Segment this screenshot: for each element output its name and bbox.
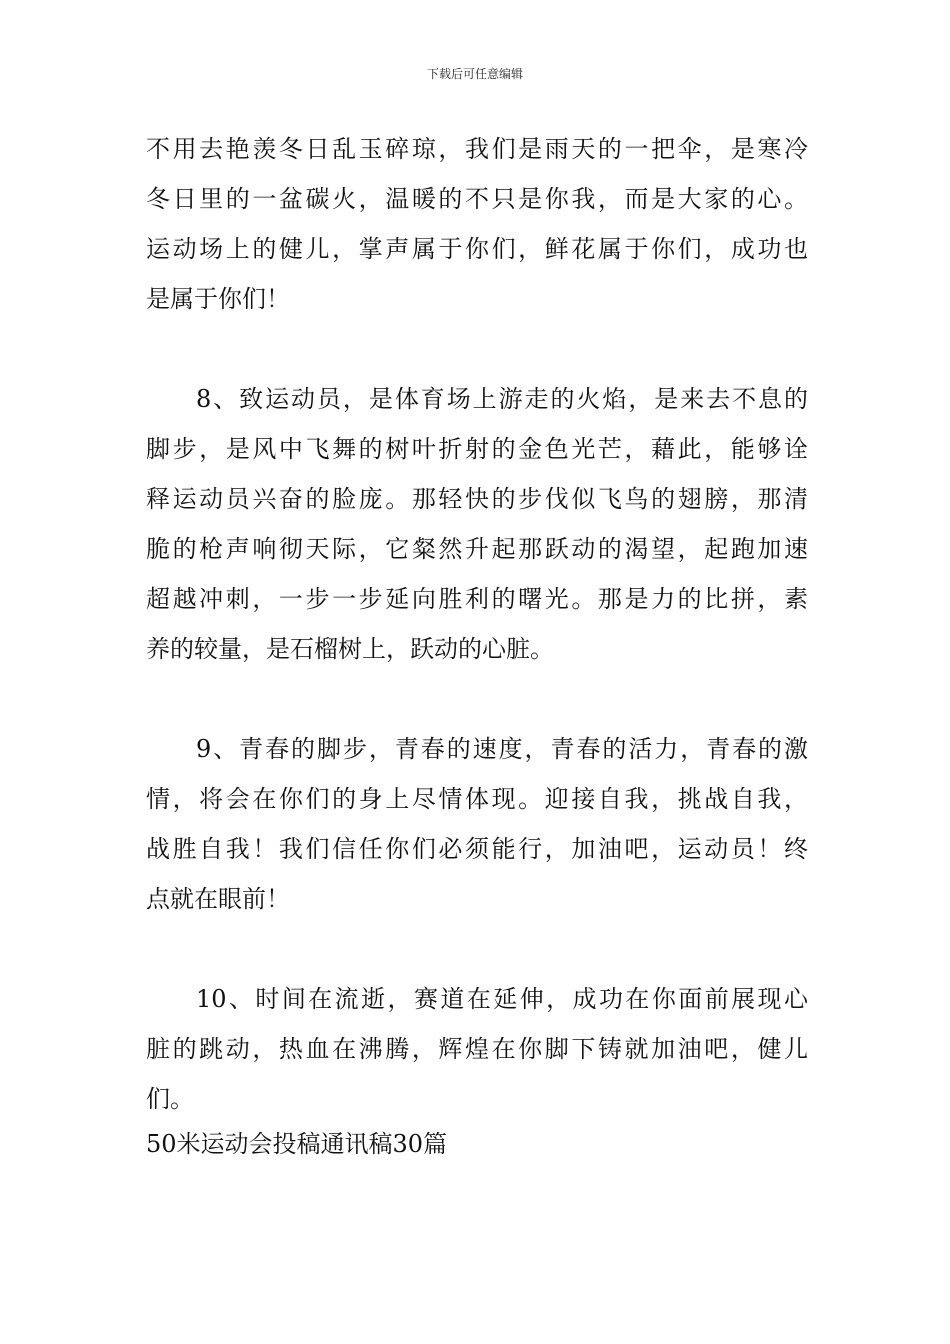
paragraph-line: 情，将会在你们的身上尽情体现。迎接自我，挑战自我， [146, 785, 808, 813]
paragraph-spacer [146, 324, 808, 374]
paragraph-spacer [146, 924, 808, 974]
paragraph-line: 是属于你们！ [146, 285, 290, 313]
paragraph-line: 运动场上的健儿，掌声属于你们，鲜花属于你们，成功也 [146, 235, 808, 263]
paragraph-10 [146, 974, 808, 1124]
paragraph-line: 脏的跳动，热血在沸腾，辉煌在你脚下铸就加油吧，健儿 [146, 1035, 808, 1063]
paragraph-1 [146, 124, 808, 324]
paragraph-line: 9、青春的脚步，青春的速度，青春的活力，青春的激 [196, 735, 808, 763]
paragraph-line: 点就在眼前！ [146, 885, 290, 913]
paragraph-line: 战胜自我！我们信任你们必须能行，加油吧，运动员！终 [146, 835, 808, 863]
paragraph-line: 8、致运动员，是体育场上游走的火焰，是来去不息的 [196, 385, 808, 413]
paragraph-line: 释运动员兴奋的脸庞。那轻快的步伐似飞鸟的翅膀，那清 [146, 485, 808, 513]
paragraph-line: 不用去艳羡冬日乱玉碎琼，我们是雨天的一把伞，是寒冷 [146, 135, 808, 163]
paragraph-line: 10、时间在流逝，赛道在延伸，成功在你面前展现心 [196, 985, 808, 1013]
next-article-title: 50米运动会投稿通讯稿30篇 [146, 1130, 448, 1158]
paragraph-line: 养的较量，是石榴树上，跃动的心脏。 [146, 635, 554, 663]
paragraph-8 [146, 374, 808, 674]
document-body [146, 124, 808, 1164]
paragraph-spacer [146, 674, 808, 724]
paragraph-line: 冬日里的一盆碳火，温暖的不只是你我，而是大家的心。 [146, 185, 808, 213]
paragraph-line: 脆的枪声响彻天际，它粲然升起那跃动的渴望，起跑加速 [146, 535, 808, 563]
paragraph-line: 超越冲刺，一步一步延向胜利的曙光。那是力的比拼，素 [146, 585, 808, 613]
paragraph-9 [146, 724, 808, 924]
paragraph-line: 们。 [146, 1085, 194, 1113]
paragraph-line: 脚步，是风中飞舞的树叶折射的金色光芒，藉此，能够诠 [146, 435, 808, 463]
page-header: 下载后可任意编辑 [426, 67, 523, 81]
